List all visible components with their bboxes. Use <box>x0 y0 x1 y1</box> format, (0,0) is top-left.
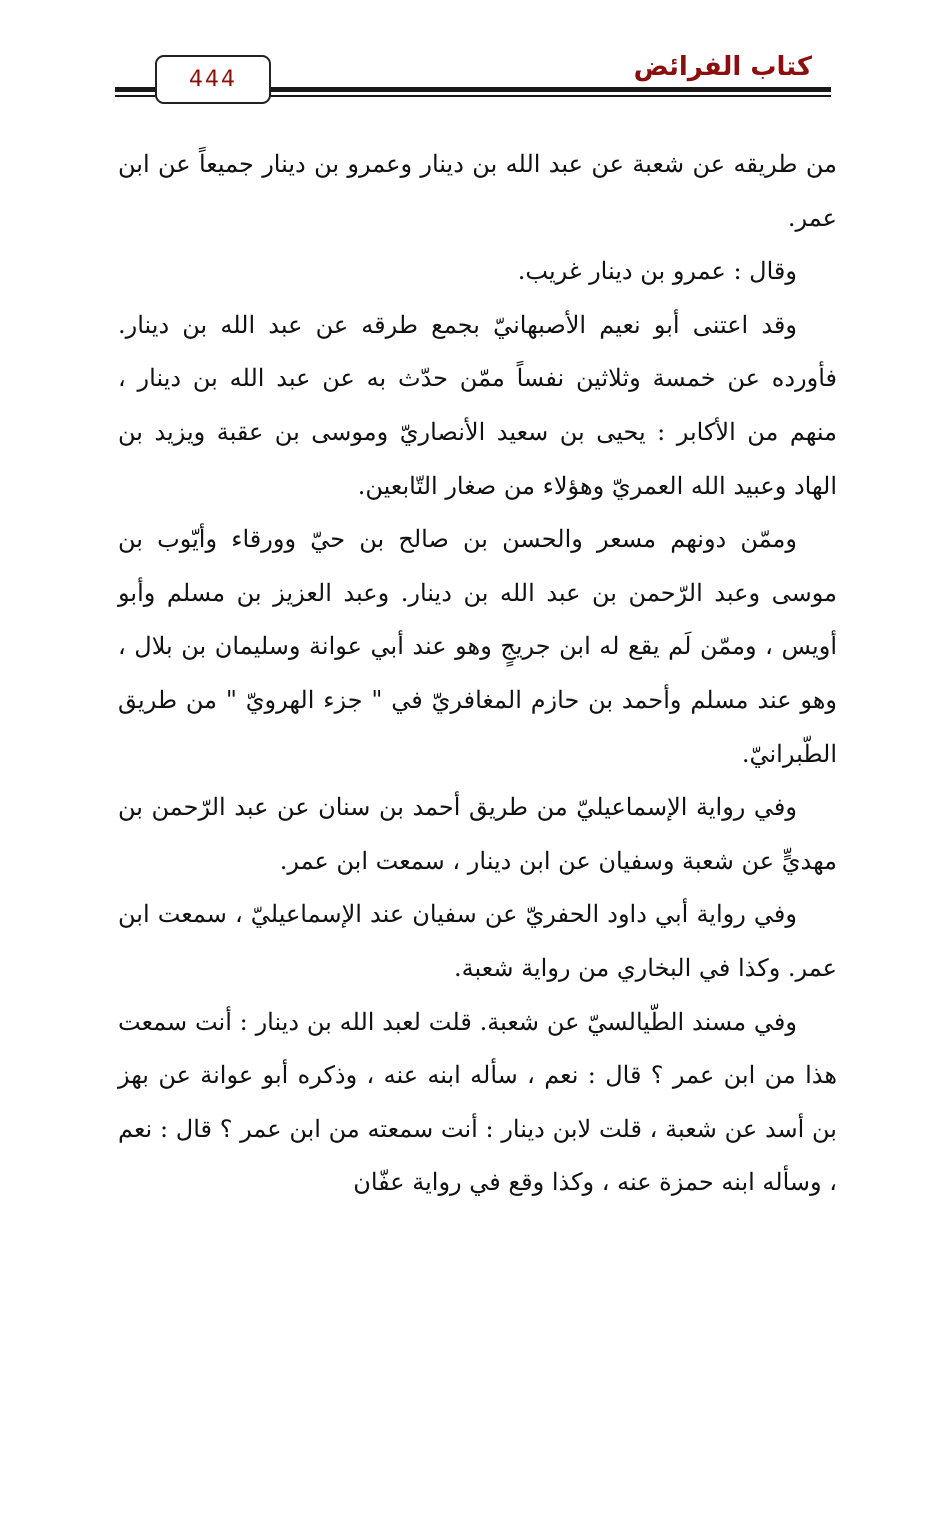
paragraph: وفي رواية الإسماعيليّ من طريق أحمد بن سنان عن عبد الرّحمن بن مهديٍّ عن شعبة وسفيان عن ابن دينار ، سمعت ابن عمر. <box>118 793 837 875</box>
page-body <box>118 138 837 1210</box>
page-number: 444 <box>155 55 271 104</box>
paragraph: وممّن دونهم مسعر والحسن بن صالح بن حيّ وورقاء وأيّوب بن موسى وعبد الرّحمن بن عبد الله بن دينار. وعبد العزيز بن مسلم وأبو أويس ، وممّن لَم يقع له ابن جريجٍ وهو عند أبي عوانة وسليمان بن بلال ، وهو عند مسلم وأحمد بن حازم المغافريّ في " جزء الهرويّ " من طريق الطّبرانيّ. <box>118 525 837 768</box>
paragraph: وقد اعتنى أبو نعيم الأصبهانيّ بجمع طرقه عن عبد الله بن دينار. فأورده عن خمسة وثلاثين نفساً ممّن حدّث به عن عبد الله بن دينار ، منهم من الأكابر : يحيى بن سعيد الأنصاريّ وموسى بن عقبة ويزيد بن الهاد وعبيد الله العمريّ وهؤلاء من صغار التّابعين. <box>118 310 837 500</box>
chapter-title: كتاب الفرائض <box>633 52 812 82</box>
page-header <box>0 0 945 110</box>
paragraph: وفي مسند الطّيالسيّ عن شعبة. قلت لعبد الله بن دينار : أنت سمعت هذا من ابن عمر ؟ قال : نعم ، سأله ابنه عنه ، وذكره أبو عوانة عن بهز بن أسد عن شعبة ، قلت لابن دينار : أنت سمعته من ابن عمر ؟ قال : نعم ، وسأله ابنه حمزة عنه ، وكذا وقع في رواية عفّان <box>118 1007 837 1197</box>
paragraph: من طريقه عن شعبة عن عبد الله بن دينار وعمرو بن دينار جميعاً عن ابن عمر. <box>118 150 837 232</box>
paragraph: وفي رواية أبي داود الحفريّ عن سفيان عند الإسماعيليّ ، سمعت ابن عمر. وكذا في البخاري من رواية شعبة. <box>118 900 837 982</box>
paragraph: وقال : عمرو بن دينار غريب. <box>517 257 797 286</box>
